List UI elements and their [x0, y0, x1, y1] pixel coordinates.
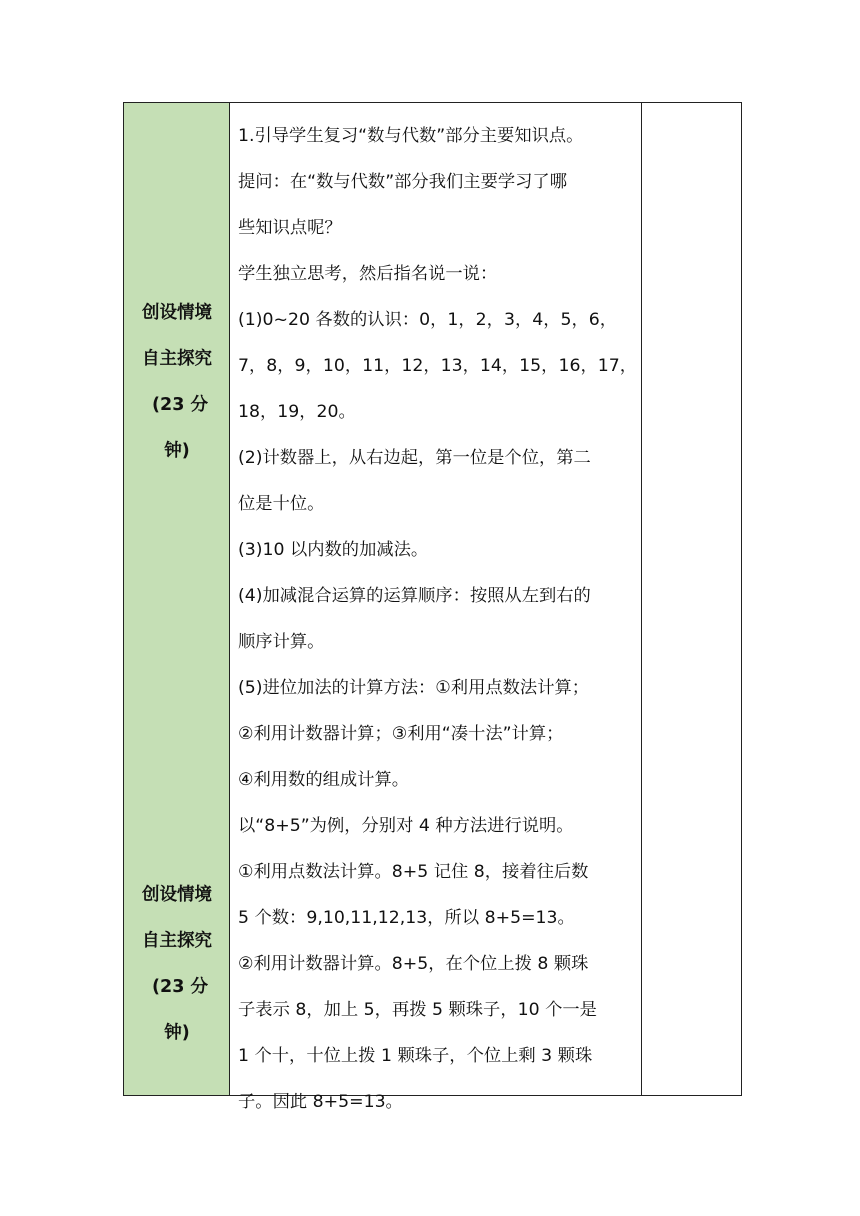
- content-line: (4)加减混合运算的运算顺序：按照从左到右的: [238, 586, 591, 606]
- stage-label-bottom: [124, 872, 230, 1056]
- content-line: (5)进位加法的计算方法：①利用点数法计算；: [238, 678, 590, 698]
- notes-column: [642, 103, 741, 1095]
- stage-label-top: [124, 290, 230, 474]
- content-line: (2)计数器上，从右边起，第一位是个位，第二: [238, 448, 591, 468]
- content-line: (3)10 以内数的加减法。: [238, 540, 429, 560]
- content-line: 1 个十，十位上拨 1 颗珠子，个位上剩 3 颗珠: [238, 1046, 593, 1066]
- content-line: 学生独立思考，然后指名说一说：: [238, 264, 498, 284]
- stage-label-line: 钟): [164, 441, 190, 461]
- stage-label-line: 自主探究: [142, 349, 212, 369]
- lesson-plan-table: [123, 102, 742, 1112]
- stage-label-line: 钟): [164, 1023, 190, 1043]
- content-line: 顺序计算。: [238, 632, 325, 652]
- content-line: ②利用计数器计算；③利用“凑十法”计算；: [238, 724, 564, 744]
- content-line: (1)0~20 各数的认识：0，1，2，3，4，5，6，: [238, 310, 618, 330]
- stage-column: [124, 103, 230, 1095]
- content-column: [230, 103, 642, 1112]
- stage-label-line: 创设情境: [142, 303, 212, 323]
- content-line: 位是十位。: [238, 494, 325, 514]
- content-line: ②利用计数器计算。8+5，在个位上拨 8 颗珠: [238, 954, 589, 974]
- content-line: 子表示 8，加上 5，再拨 5 颗珠子，10 个一是: [238, 1000, 597, 1020]
- content-line: 5 个数：9,10,11,12,13，所以 8+5=13。: [238, 908, 575, 928]
- content-line: 1.引导学生复习“数与代数”部分主要知识点。: [238, 126, 584, 146]
- content-line: ①利用点数法计算。8+5 记住 8，接着往后数: [238, 862, 589, 882]
- stage-label-line: (23 分: [152, 395, 208, 415]
- stage-label-line: (23 分: [152, 977, 208, 997]
- content-line: 子。因此 8+5=13。: [238, 1092, 403, 1112]
- content-line: 提问：在“数与代数”部分我们主要学习了哪: [238, 172, 567, 192]
- stage-label-line: 自主探究: [142, 931, 212, 951]
- content-line: 些知识点呢？: [238, 218, 342, 238]
- stage-label-line: 创设情境: [142, 885, 212, 905]
- content-line: 以“8+5”为例，分别对 4 种方法进行说明。: [238, 816, 574, 836]
- content-line: ④利用数的组成计算。: [238, 770, 410, 790]
- content-line: 18，19，20。: [238, 402, 356, 422]
- content-line: 7，8，9，10，11，12，13，14，15，16，17，: [238, 356, 637, 376]
